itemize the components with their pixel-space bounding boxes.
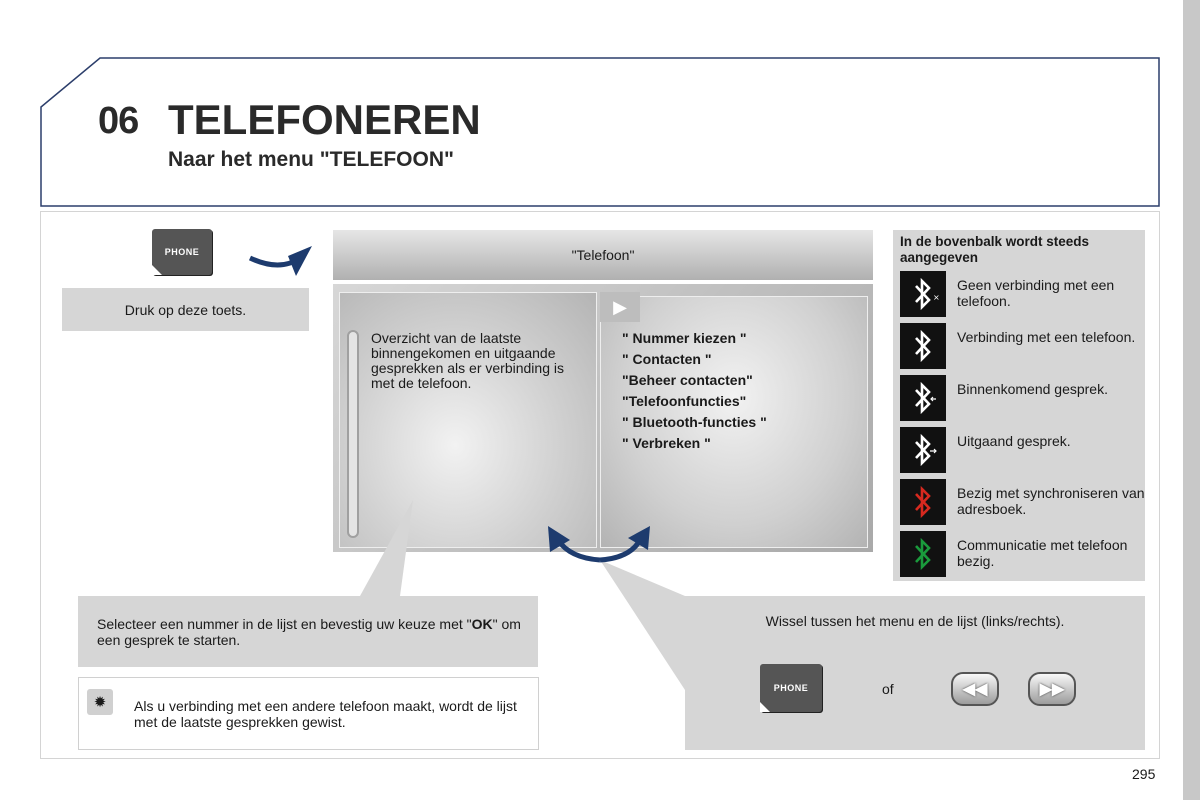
chapter-title: TELEFONEREN: [168, 96, 481, 143]
menu-item-contacten[interactable]: " Contacten ": [622, 351, 712, 367]
menu-item-beheer-contacten[interactable]: "Beheer contacten": [622, 372, 753, 388]
seek-forward-button[interactable]: [1028, 672, 1076, 706]
page-number: 295: [1132, 766, 1156, 782]
legend-label: Bezig met synchroniseren van adresboek.: [957, 485, 1145, 517]
menu-item-telefoonfuncties[interactable]: "Telefoonfuncties": [622, 393, 747, 409]
scrollbar[interactable]: [347, 330, 359, 538]
select-text-start: Selecteer een nummer in de lijst en bevestig uw keuze met ": [97, 616, 472, 632]
legend-item: [900, 427, 1140, 473]
legend-label: Communicatie met telefoon bezig.: [957, 537, 1128, 569]
lightbulb-icon: ✹: [87, 689, 113, 715]
legend-item: [900, 531, 1140, 577]
bluetooth-icon: [900, 323, 946, 369]
legend-label: Verbinding met een telefoon.: [957, 329, 1136, 345]
phone-button-secondary-label: PHONE: [773, 683, 809, 693]
ok-label: OK: [471, 616, 493, 632]
menu-item-verbreken[interactable]: " Verbreken ": [622, 435, 711, 451]
phone-menu-list: [622, 330, 767, 456]
svg-text:×: ×: [933, 293, 940, 302]
bluetooth-incoming-icon: [900, 375, 946, 421]
legend-label: Geen verbinding met een telefoon.: [957, 277, 1115, 309]
fast-forward-icon: ▶▶: [1039, 681, 1065, 698]
play-icon: ▶: [600, 292, 640, 322]
legend-label: Binnenkomend gesprek.: [957, 381, 1108, 397]
screen-title: "Telefoon": [333, 230, 873, 280]
select-instruction: [97, 616, 537, 648]
switch-instruction: Wissel tussen het menu en de lijst (links/rechts).: [765, 613, 1065, 629]
bluetooth-green-icon: [900, 531, 946, 577]
bluetooth-outgoing-icon: [900, 427, 946, 473]
chapter-number: 06: [98, 100, 139, 142]
bluetooth-x-icon: [900, 271, 946, 317]
bluetooth-red-icon: [900, 479, 946, 525]
rewind-icon: ◀◀: [962, 681, 988, 698]
phone-button-label: PHONE: [164, 247, 200, 257]
phone-button-secondary[interactable]: [760, 664, 822, 712]
press-instruction: Druk op deze toets.: [62, 288, 309, 331]
legend-item: [900, 375, 1140, 421]
side-tab: [1183, 0, 1200, 800]
seek-back-button[interactable]: [951, 672, 999, 706]
legend-title: In de bovenbalk wordt steeds aangegeven: [900, 234, 1090, 265]
overview-text: Overzicht van de laatste binnengekomen en uitgaande gesprekken als er verbinding is met de telefoon.: [371, 330, 564, 391]
menu-item-bluetooth-functies[interactable]: " Bluetooth-functies ": [622, 414, 767, 430]
select-text-end: " om een gesprek te starten.: [97, 616, 521, 648]
legend-item: [900, 323, 1140, 369]
legend-label: Uitgaand gesprek.: [957, 433, 1071, 449]
chapter-subtitle: Naar het menu "TELEFOON": [168, 148, 454, 171]
or-label: of: [882, 681, 894, 697]
tip-text: Als u verbinding met een andere telefoon maakt, wordt de lijst met de laatste gesprekken gewist.: [134, 698, 517, 730]
legend-item: [900, 479, 1145, 525]
menu-item-nummer-kiezen[interactable]: " Nummer kiezen ": [622, 330, 747, 346]
phone-button[interactable]: [152, 229, 212, 275]
legend-item: [900, 271, 1140, 317]
